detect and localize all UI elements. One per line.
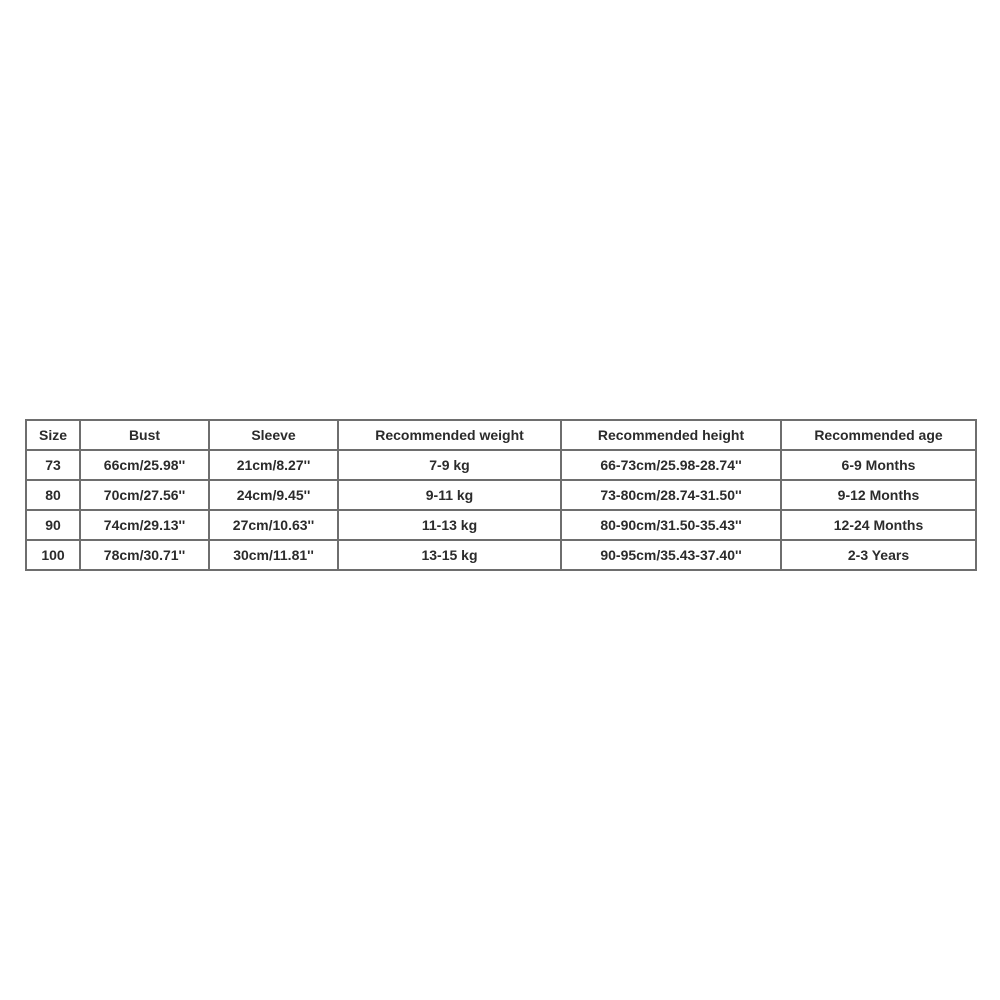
cell-height: 73-80cm/28.74-31.50'' [561,480,781,510]
cell-sleeve: 24cm/9.45'' [209,480,338,510]
cell-weight: 7-9 kg [338,450,561,480]
cell-sleeve: 27cm/10.63'' [209,510,338,540]
cell-sleeve: 30cm/11.81'' [209,540,338,570]
cell-age: 9-12 Months [781,480,976,510]
header-recommended-height: Recommended height [561,420,781,450]
header-size: Size [26,420,80,450]
header-row [26,420,976,450]
cell-height: 90-95cm/35.43-37.40'' [561,540,781,570]
header-recommended-age: Recommended age [781,420,976,450]
cell-weight: 9-11 kg [338,480,561,510]
cell-sleeve: 21cm/8.27'' [209,450,338,480]
cell-bust: 78cm/30.71'' [80,540,209,570]
size-chart-table [25,419,977,571]
table-row [26,540,976,570]
cell-age: 2-3 Years [781,540,976,570]
cell-bust: 66cm/25.98'' [80,450,209,480]
cell-weight: 13-15 kg [338,540,561,570]
cell-age: 12-24 Months [781,510,976,540]
cell-height: 66-73cm/25.98-28.74'' [561,450,781,480]
header-bust: Bust [80,420,209,450]
cell-bust: 70cm/27.56'' [80,480,209,510]
cell-size: 80 [26,480,80,510]
table-row [26,450,976,480]
table-row [26,510,976,540]
cell-height: 80-90cm/31.50-35.43'' [561,510,781,540]
cell-age: 6-9 Months [781,450,976,480]
header-sleeve: Sleeve [209,420,338,450]
cell-size: 100 [26,540,80,570]
cell-bust: 74cm/29.13'' [80,510,209,540]
cell-size: 73 [26,450,80,480]
table-row [26,480,976,510]
cell-size: 90 [26,510,80,540]
header-recommended-weight: Recommended weight [338,420,561,450]
cell-weight: 11-13 kg [338,510,561,540]
